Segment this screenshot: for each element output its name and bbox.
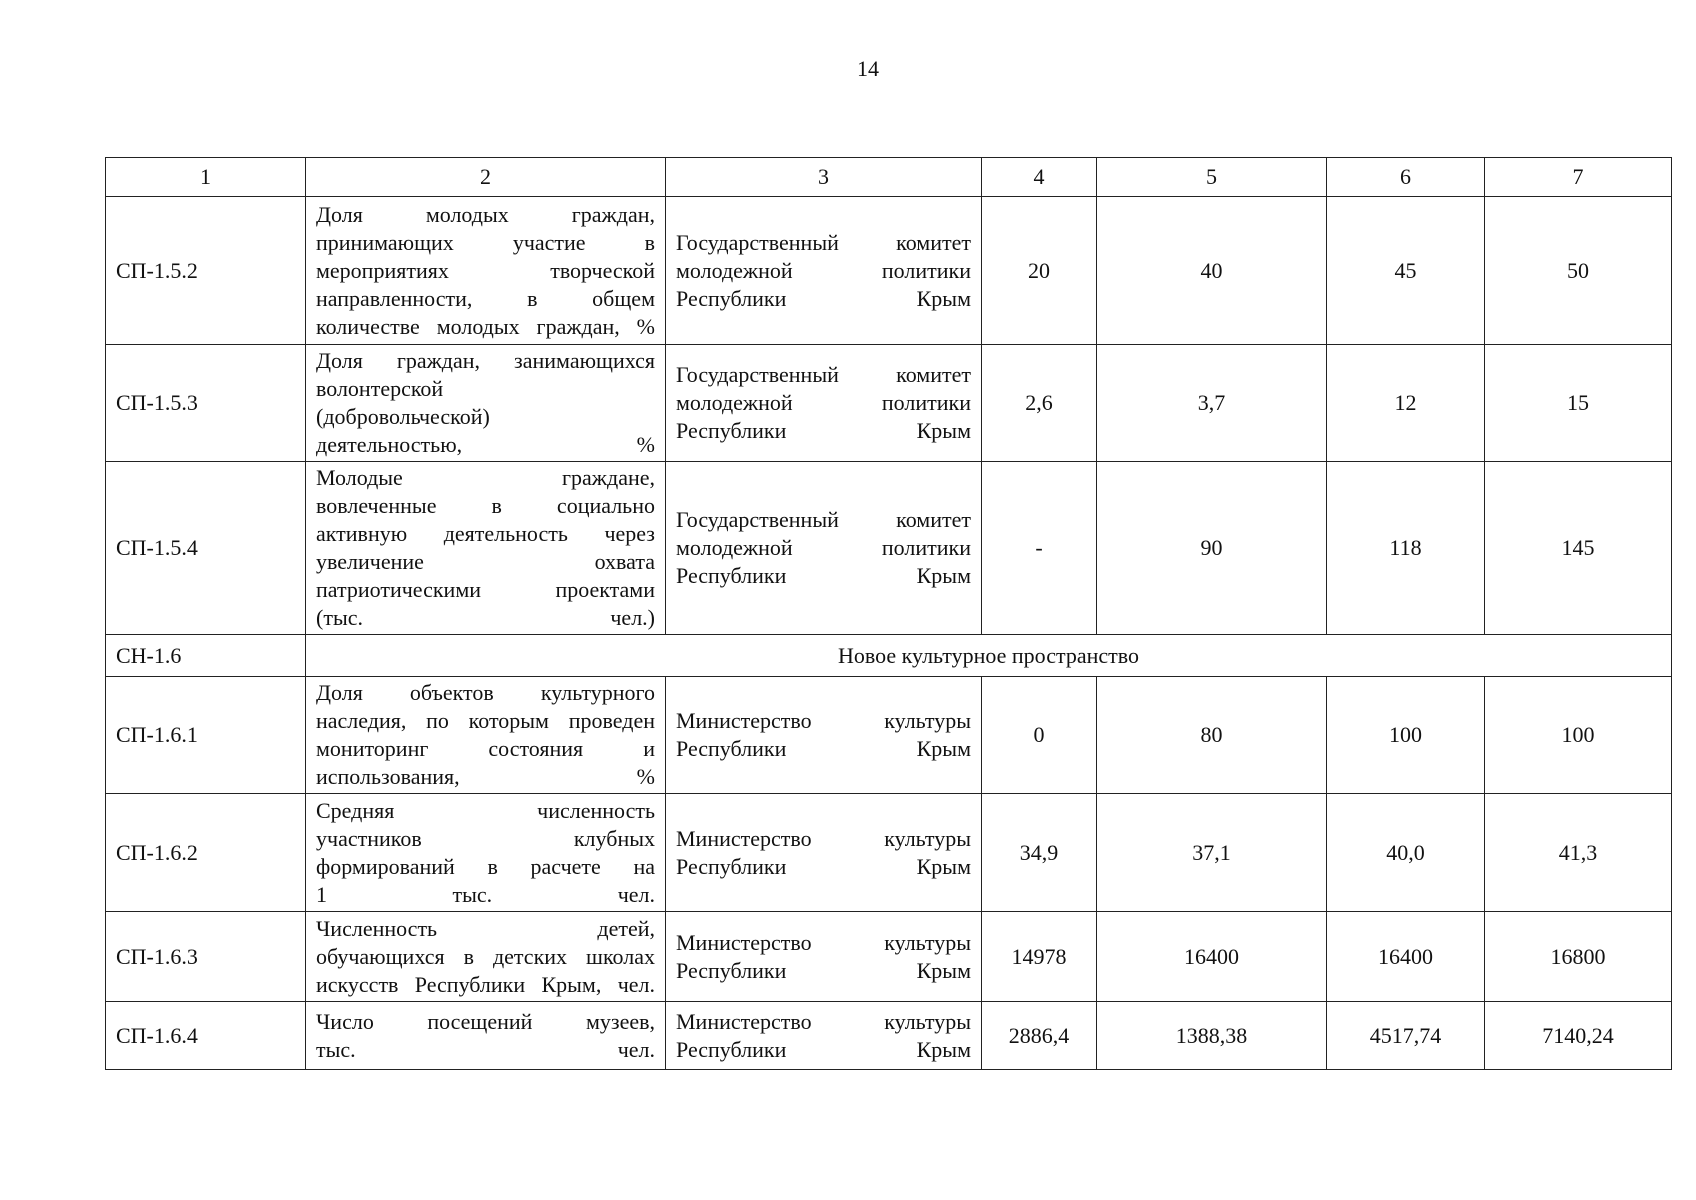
value-cell: 90	[1097, 462, 1327, 635]
indicator-name	[306, 345, 666, 462]
text-line: Министерство культуры	[676, 825, 971, 851]
text-line: Республики Крым	[676, 563, 971, 588]
responsible-body	[666, 1002, 982, 1070]
column-header: 6	[1327, 158, 1485, 197]
responsible-body	[666, 345, 982, 462]
value-cell: 45	[1327, 197, 1485, 345]
text-line: формирований в расчете на	[316, 853, 655, 879]
value-cell: 15	[1485, 345, 1672, 462]
text-line: искусств Республики Крым, чел.	[316, 971, 655, 997]
value-cell: -	[982, 462, 1097, 635]
value-cell: 40	[1097, 197, 1327, 345]
text-line: мониторинг состояния и	[316, 736, 655, 761]
text-line: использования, %	[316, 764, 655, 789]
value-cell: 4517,74	[1327, 1002, 1485, 1070]
text-line: молодежной политики	[676, 257, 971, 283]
table-row	[106, 677, 1672, 794]
text-line: (тыс. чел.)	[316, 605, 655, 630]
value-cell: 16800	[1485, 912, 1672, 1002]
text-line: Доля граждан, занимающихся	[316, 348, 655, 373]
value-cell: 118	[1327, 462, 1485, 635]
table-row	[106, 794, 1672, 912]
text-line: 1 тыс. чел.	[316, 881, 655, 907]
value-cell: 14978	[982, 912, 1097, 1002]
indicator-code: СП-1.5.2	[106, 197, 306, 345]
indicator-name	[306, 912, 666, 1002]
value-cell: 20	[982, 197, 1097, 345]
value-cell: 100	[1327, 677, 1485, 794]
responsible-body	[666, 197, 982, 345]
text-line: мероприятиях творческой	[316, 257, 655, 283]
text-line: Министерство культуры	[676, 708, 971, 733]
indicator-code: СП-1.5.3	[106, 345, 306, 462]
value-cell: 1388,38	[1097, 1002, 1327, 1070]
table-row	[106, 912, 1672, 1002]
text-line: наследия, по которым проведен	[316, 708, 655, 733]
value-cell: 40,0	[1327, 794, 1485, 912]
responsible-body	[666, 462, 982, 635]
table-row	[106, 345, 1672, 462]
text-line: Республики Крым	[676, 736, 971, 761]
text-line: (добровольческой)	[316, 404, 490, 429]
text-line: деятельностью, %	[316, 432, 655, 457]
responsible-body	[666, 794, 982, 912]
text-line: Молодые граждане,	[316, 465, 655, 490]
column-header: 7	[1485, 158, 1672, 197]
column-header: 5	[1097, 158, 1327, 197]
value-cell: 100	[1485, 677, 1672, 794]
table-row	[106, 1002, 1672, 1070]
value-cell: 16400	[1327, 912, 1485, 1002]
responsible-body	[666, 912, 982, 1002]
text-line: Республики Крым	[676, 285, 971, 311]
text-line: Государственный комитет	[676, 507, 971, 532]
section-row	[106, 635, 1672, 677]
section-title: Новое культурное пространство	[306, 635, 1672, 677]
value-cell: 7140,24	[1485, 1002, 1672, 1070]
text-line: молодежной политики	[676, 390, 971, 415]
value-cell: 80	[1097, 677, 1327, 794]
table-row	[106, 462, 1672, 635]
text-line: Республики Крым	[676, 1036, 971, 1062]
column-header: 3	[666, 158, 982, 197]
indicator-code: СП-1.5.4	[106, 462, 306, 635]
value-cell: 2886,4	[982, 1002, 1097, 1070]
indicator-code: СП-1.6.1	[106, 677, 306, 794]
indicator-code: СП-1.6.3	[106, 912, 306, 1002]
text-line: патриотическими проектами	[316, 577, 655, 602]
text-line: Республики Крым	[676, 418, 971, 443]
text-line: Республики Крым	[676, 853, 971, 879]
text-line: участников клубных	[316, 825, 655, 851]
indicator-name	[306, 1002, 666, 1070]
text-line: Доля молодых граждан,	[316, 201, 655, 227]
text-line: принимающих участие в	[316, 229, 655, 255]
text-line: направленности, в общем	[316, 285, 655, 311]
text-line: Министерство культуры	[676, 929, 971, 955]
text-line: Средняя численность	[316, 797, 655, 823]
indicator-name	[306, 197, 666, 345]
page-number: 14	[857, 56, 879, 81]
indicator-code: СП-1.6.2	[106, 794, 306, 912]
text-line: волонтерской	[316, 376, 444, 401]
section-code: СН-1.6	[106, 635, 306, 677]
value-cell: 41,3	[1485, 794, 1672, 912]
responsible-body	[666, 677, 982, 794]
value-cell: 12	[1327, 345, 1485, 462]
text-line: Государственный комитет	[676, 229, 971, 255]
text-line: Республики Крым	[676, 957, 971, 983]
column-header: 2	[306, 158, 666, 197]
text-line: Государственный комитет	[676, 362, 971, 387]
value-cell: 16400	[1097, 912, 1327, 1002]
indicator-name	[306, 794, 666, 912]
text-line: Численность детей,	[316, 915, 655, 941]
value-cell: 3,7	[1097, 345, 1327, 462]
text-line: вовлеченные в социально	[316, 493, 655, 518]
value-cell: 0	[982, 677, 1097, 794]
text-line: Число посещений музеев,	[316, 1008, 655, 1034]
indicator-table	[105, 157, 1672, 1070]
table-row	[106, 197, 1672, 345]
text-line: Доля объектов культурного	[316, 680, 655, 705]
indicator-name	[306, 677, 666, 794]
indicator-code: СП-1.6.4	[106, 1002, 306, 1070]
text-line: активную деятельность через	[316, 521, 655, 546]
text-line: обучающихся в детских школах	[316, 943, 655, 969]
text-line: молодежной политики	[676, 535, 971, 560]
value-cell: 37,1	[1097, 794, 1327, 912]
column-header: 1	[106, 158, 306, 197]
value-cell: 145	[1485, 462, 1672, 635]
text-line: увеличение охвата	[316, 549, 655, 574]
text-line: Министерство культуры	[676, 1008, 971, 1034]
text-line: количестве молодых граждан, %	[316, 313, 655, 339]
value-cell: 34,9	[982, 794, 1097, 912]
indicator-name	[306, 462, 666, 635]
value-cell: 50	[1485, 197, 1672, 345]
table-header-row	[106, 158, 1672, 197]
value-cell: 2,6	[982, 345, 1097, 462]
column-header: 4	[982, 158, 1097, 197]
text-line: тыс. чел.	[316, 1036, 655, 1062]
